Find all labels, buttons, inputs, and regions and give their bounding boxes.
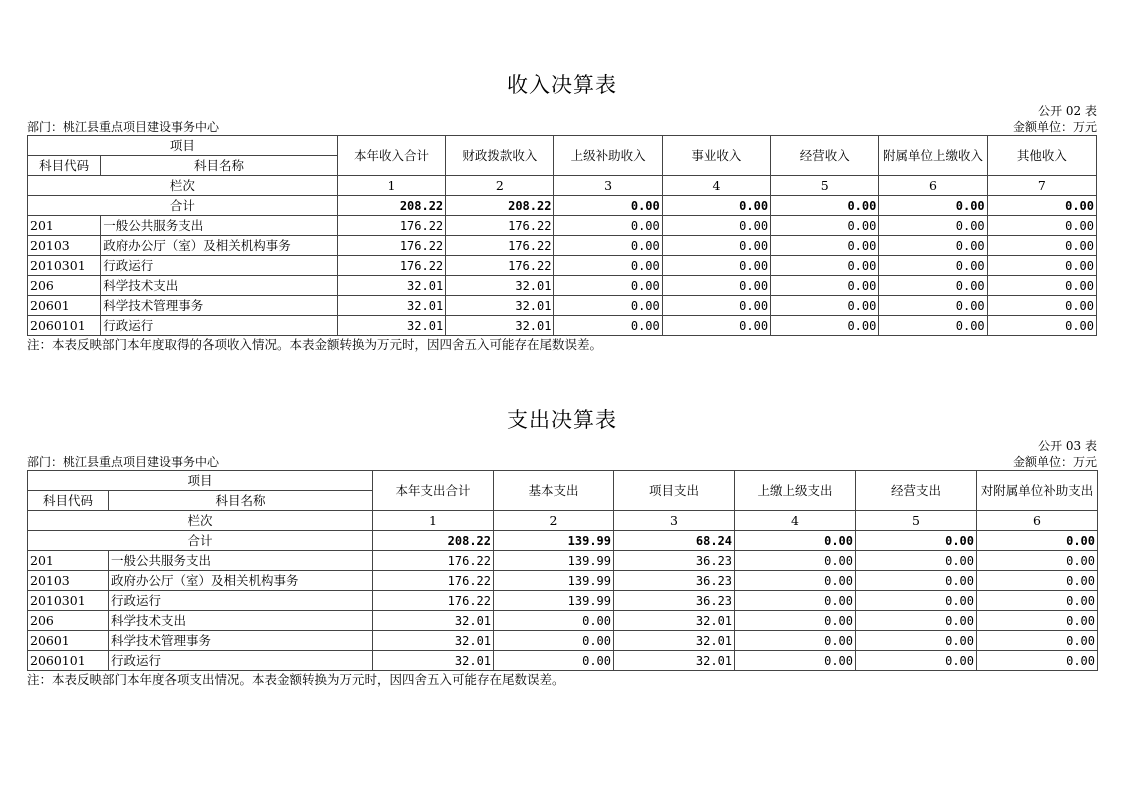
- amount-cell: 36.23: [614, 571, 735, 591]
- amount-cell: 0.00: [856, 651, 977, 671]
- amount-cell: 0.00: [735, 651, 856, 671]
- amount-cell: 0.00: [554, 316, 662, 336]
- income-table-number: 公开 02 表: [1038, 104, 1097, 118]
- expense-total-value: 0.00: [856, 531, 977, 551]
- table-row: [28, 591, 1098, 611]
- subject-name: 一般公共服务支出: [101, 216, 338, 236]
- amount-cell: 32.01: [446, 276, 554, 296]
- amount-cell: 0.00: [494, 611, 614, 631]
- amount-cell: 0.00: [879, 276, 987, 296]
- amount-cell: 0.00: [987, 276, 1096, 296]
- income-colnum: 5: [771, 176, 879, 196]
- amount-cell: 0.00: [977, 611, 1098, 631]
- amount-cell: 0.00: [771, 256, 879, 276]
- income-total-value: 0.00: [771, 196, 879, 216]
- amount-cell: 32.01: [373, 631, 494, 651]
- subject-name: 一般公共服务支出: [109, 551, 373, 571]
- expense-header-name: 科目名称: [109, 491, 373, 511]
- table-row: [28, 276, 1097, 296]
- expense-header-col: 对附属单位补助支出: [977, 471, 1098, 511]
- amount-cell: 139.99: [494, 571, 614, 591]
- expense-colnum-label: 栏次: [28, 511, 373, 531]
- expense-colnum: 4: [735, 511, 856, 531]
- amount-cell: 0.00: [771, 316, 879, 336]
- income-colnum-row: [28, 176, 1097, 196]
- amount-cell: 0.00: [662, 276, 770, 296]
- amount-cell: 32.01: [337, 276, 445, 296]
- income-header-item: 项目: [28, 136, 338, 156]
- subject-name: 政府办公厅（室）及相关机构事务: [101, 236, 338, 256]
- amount-cell: 0.00: [856, 591, 977, 611]
- amount-cell: 0.00: [977, 571, 1098, 591]
- income-header-col: 其他收入: [987, 136, 1096, 176]
- income-title: 收入决算表: [507, 73, 617, 97]
- table-row: [28, 631, 1098, 651]
- table-row: [28, 651, 1098, 671]
- income-colnum: 7: [987, 176, 1096, 196]
- income-section: [27, 70, 1097, 354]
- amount-cell: 0.00: [662, 256, 770, 276]
- table-row: [28, 571, 1098, 591]
- income-unit: 金额单位：万元: [1012, 120, 1097, 134]
- amount-cell: 36.23: [614, 551, 735, 571]
- subject-code: 2010301: [28, 591, 109, 611]
- expense-header-col: 基本支出: [494, 471, 614, 511]
- income-colnum: 2: [446, 176, 554, 196]
- income-meta-row: [27, 119, 1097, 135]
- amount-cell: 32.01: [337, 316, 445, 336]
- income-colnum: 3: [554, 176, 662, 196]
- expense-header-col: 本年支出合计: [373, 471, 494, 511]
- expense-header-code: 科目代码: [28, 491, 109, 511]
- subject-code: 206: [28, 611, 109, 631]
- expense-total-row: [28, 531, 1098, 551]
- subject-code: 20103: [28, 236, 101, 256]
- expense-total-value: 68.24: [614, 531, 735, 551]
- amount-cell: 0.00: [977, 551, 1098, 571]
- expense-header-item: 项目: [28, 471, 373, 491]
- amount-cell: 0.00: [662, 316, 770, 336]
- subject-name: 科学技术支出: [101, 276, 338, 296]
- income-header-code: 科目代码: [28, 156, 101, 176]
- amount-cell: 32.01: [446, 316, 554, 336]
- amount-cell: 32.01: [446, 296, 554, 316]
- income-header-col: 本年收入合计: [337, 136, 445, 176]
- income-colnum: 6: [879, 176, 987, 196]
- expense-table-number: 公开 03 表: [1038, 439, 1097, 453]
- amount-cell: 176.22: [337, 256, 445, 276]
- amount-cell: 176.22: [337, 236, 445, 256]
- amount-cell: 0.00: [662, 216, 770, 236]
- amount-cell: 0.00: [987, 256, 1096, 276]
- amount-cell: 139.99: [494, 591, 614, 611]
- amount-cell: 0.00: [856, 551, 977, 571]
- income-colnum: 4: [662, 176, 770, 196]
- subject-name: 科学技术管理事务: [101, 296, 338, 316]
- amount-cell: 176.22: [337, 216, 445, 236]
- table-row: [28, 551, 1098, 571]
- amount-cell: 0.00: [494, 631, 614, 651]
- income-header-col: 附属单位上缴收入: [879, 136, 987, 176]
- amount-cell: 0.00: [987, 296, 1096, 316]
- expense-colnum: 1: [373, 511, 494, 531]
- amount-cell: 0.00: [771, 236, 879, 256]
- amount-cell: 0.00: [554, 296, 662, 316]
- amount-cell: 0.00: [977, 631, 1098, 651]
- amount-cell: 0.00: [987, 236, 1096, 256]
- expense-total-value: 208.22: [373, 531, 494, 551]
- amount-cell: 139.99: [494, 551, 614, 571]
- subject-code: 201: [28, 551, 109, 571]
- subject-code: 2010301: [28, 256, 101, 276]
- income-header-col: 事业收入: [662, 136, 770, 176]
- income-total-value: 208.22: [337, 196, 445, 216]
- expense-table: [27, 470, 1098, 671]
- subject-code: 20601: [28, 631, 109, 651]
- income-colnum: 1: [337, 176, 445, 196]
- income-total-row: [28, 196, 1097, 216]
- amount-cell: 0.00: [987, 216, 1096, 236]
- expense-colnum: 5: [856, 511, 977, 531]
- amount-cell: 0.00: [735, 551, 856, 571]
- amount-cell: 0.00: [771, 296, 879, 316]
- income-table: [27, 135, 1097, 336]
- subject-name: 行政运行: [109, 591, 373, 611]
- amount-cell: 0.00: [554, 276, 662, 296]
- subject-name: 行政运行: [101, 316, 338, 336]
- income-header-name: 科目名称: [101, 156, 338, 176]
- subject-name: 行政运行: [109, 651, 373, 671]
- amount-cell: 0.00: [662, 296, 770, 316]
- income-total-label: 合计: [28, 196, 338, 216]
- income-colnum-label: 栏次: [28, 176, 338, 196]
- table-row: [28, 236, 1097, 256]
- amount-cell: 0.00: [856, 611, 977, 631]
- amount-cell: 32.01: [373, 651, 494, 671]
- income-header-row: [28, 136, 1097, 156]
- amount-cell: 176.22: [446, 216, 554, 236]
- subject-code: 20601: [28, 296, 101, 316]
- amount-cell: 0.00: [977, 591, 1098, 611]
- expense-meta-row: [27, 454, 1097, 470]
- expense-total-label: 合计: [28, 531, 373, 551]
- income-total-value: 0.00: [554, 196, 662, 216]
- amount-cell: 0.00: [856, 631, 977, 651]
- subject-code: 2060101: [28, 651, 109, 671]
- amount-cell: 32.01: [373, 611, 494, 631]
- expense-colnum: 6: [977, 511, 1098, 531]
- table-row: [28, 216, 1097, 236]
- expense-note: 注：本表反映部门本年度各项支出情况。本表金额转换为万元时，因四舍五入可能存在尾数误差。: [27, 672, 565, 687]
- amount-cell: 0.00: [662, 236, 770, 256]
- amount-cell: 0.00: [879, 316, 987, 336]
- expense-colnum: 2: [494, 511, 614, 531]
- table-row: [28, 256, 1097, 276]
- amount-cell: 176.22: [373, 591, 494, 611]
- expense-header-col: 项目支出: [614, 471, 735, 511]
- amount-cell: 0.00: [879, 256, 987, 276]
- income-note: 注：本表反映部门本年度取得的各项收入情况。本表金额转换为万元时，因四舍五入可能存在尾数误差。: [27, 337, 603, 352]
- income-header-col: 上级补助收入: [554, 136, 662, 176]
- amount-cell: 32.01: [337, 296, 445, 316]
- amount-cell: 0.00: [771, 216, 879, 236]
- income-total-value: 0.00: [879, 196, 987, 216]
- amount-cell: 0.00: [771, 276, 879, 296]
- amount-cell: 0.00: [735, 611, 856, 631]
- amount-cell: 176.22: [373, 571, 494, 591]
- amount-cell: 0.00: [554, 256, 662, 276]
- subject-name: 行政运行: [101, 256, 338, 276]
- amount-cell: 0.00: [879, 216, 987, 236]
- expense-unit: 金额单位：万元: [1012, 455, 1097, 469]
- table-row: [28, 296, 1097, 316]
- income-header-col: 财政拨款收入: [446, 136, 554, 176]
- expense-total-value: 0.00: [735, 531, 856, 551]
- table-row: [28, 316, 1097, 336]
- expense-colnum: 3: [614, 511, 735, 531]
- amount-cell: 0.00: [977, 651, 1098, 671]
- subject-code: 20103: [28, 571, 109, 591]
- expense-title: 支出决算表: [507, 408, 617, 432]
- subject-name: 科学技术支出: [109, 611, 373, 631]
- expense-header-row: [28, 471, 1098, 491]
- amount-cell: 0.00: [856, 571, 977, 591]
- income-department: 部门：桃江县重点项目建设事务中心: [27, 120, 220, 134]
- amount-cell: 36.23: [614, 591, 735, 611]
- amount-cell: 32.01: [614, 611, 735, 631]
- amount-cell: 176.22: [373, 551, 494, 571]
- income-total-value: 0.00: [662, 196, 770, 216]
- amount-cell: 0.00: [735, 591, 856, 611]
- expense-section: [27, 405, 1097, 689]
- amount-cell: 0.00: [494, 651, 614, 671]
- amount-cell: 32.01: [614, 631, 735, 651]
- amount-cell: 176.22: [446, 256, 554, 276]
- subject-code: 201: [28, 216, 101, 236]
- amount-cell: 0.00: [987, 316, 1096, 336]
- expense-department: 部门：桃江县重点项目建设事务中心: [27, 455, 220, 469]
- income-total-value: 208.22: [446, 196, 554, 216]
- amount-cell: 0.00: [735, 631, 856, 651]
- amount-cell: 0.00: [879, 296, 987, 316]
- subject-name: 科学技术管理事务: [109, 631, 373, 651]
- income-total-value: 0.00: [987, 196, 1096, 216]
- amount-cell: 0.00: [554, 216, 662, 236]
- amount-cell: 0.00: [554, 236, 662, 256]
- expense-total-value: 139.99: [494, 531, 614, 551]
- subject-code: 2060101: [28, 316, 101, 336]
- amount-cell: 32.01: [614, 651, 735, 671]
- amount-cell: 176.22: [446, 236, 554, 256]
- income-header-col: 经营收入: [771, 136, 879, 176]
- amount-cell: 0.00: [879, 236, 987, 256]
- expense-header-col: 上缴上级支出: [735, 471, 856, 511]
- expense-header-col: 经营支出: [856, 471, 977, 511]
- expense-total-value: 0.00: [977, 531, 1098, 551]
- table-row: [28, 611, 1098, 631]
- amount-cell: 0.00: [735, 571, 856, 591]
- subject-code: 206: [28, 276, 101, 296]
- subject-name: 政府办公厅（室）及相关机构事务: [109, 571, 373, 591]
- expense-colnum-row: [28, 511, 1098, 531]
